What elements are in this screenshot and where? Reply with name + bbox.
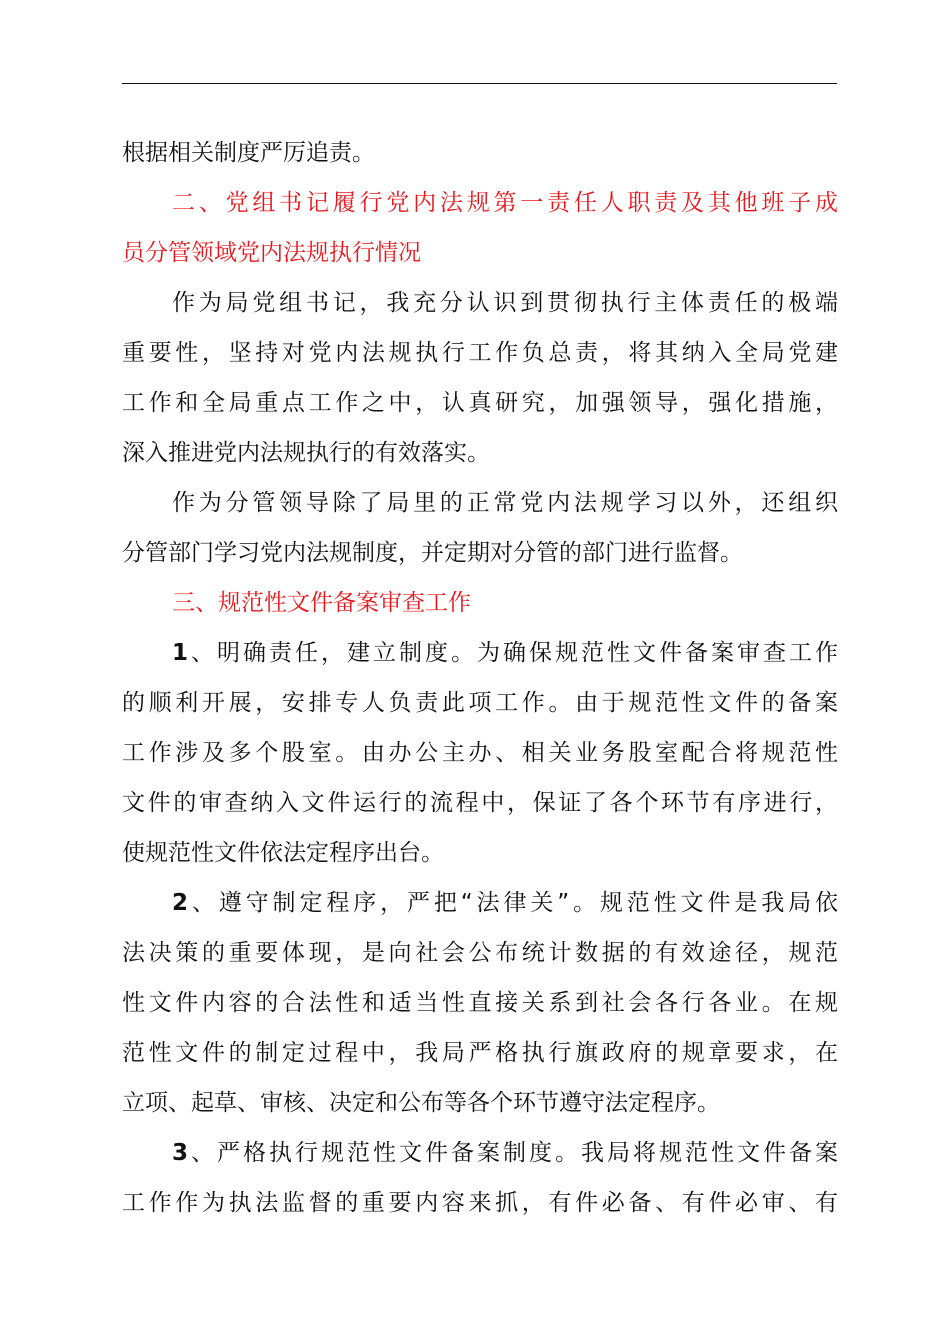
item-number: 1 [172,640,189,666]
header-rule [122,83,837,84]
paragraph-line: 使规范性文件依法定程序出台。 [122,840,444,866]
item-number: 3 [172,1140,189,1166]
paragraph-line: 范性文件的制定过程中，我局严格执行旗政府的规章要求，在 [122,1040,838,1066]
section-heading-2-cont: 员分管领域党内法规执行情况 [122,240,421,266]
paragraph-line: 法决策的重要体现，是向社会公布统计数据的有效途径，规范 [122,940,838,966]
paragraph-line: 工作涉及多个股室。由办公主办、相关业务股室配合将规范性 [122,740,838,766]
paragraph-line: 作为局党组书记，我充分认识到贯彻执行主体责任的极端 [172,290,838,316]
paragraph-line: 工作和全局重点工作之中，认真研究，加强领导，强化措施， [122,390,838,416]
paragraph-line: 深入推进党内法规执行的有效落实。 [122,440,490,466]
section-heading-3: 三、规范性文件备案审查工作 [172,590,471,616]
document-body [122,128,838,1228]
section-heading-2: 二、党组书记履行党内法规第一责任人职责及其他班子成 [172,190,838,216]
paragraph-line: 重要性，坚持对党内法规执行工作负总责，将其纳入全局党建 [122,340,838,366]
paragraph-line: 根据相关制度严厉追责。 [122,140,375,166]
numbered-item-1 [122,628,838,678]
paragraph-line: 分管部门学习党内法规制度，并定期对分管的部门进行监督。 [122,540,743,566]
paragraph-line: 工作作为执法监督的重要内容来抓，有件必备、有件必审、有 [122,1190,838,1216]
paragraph-line: 文件的审查纳入文件运行的流程中，保证了各个环节有序进行， [122,790,838,816]
paragraph-line: 性文件内容的合法性和适当性直接关系到社会各行各业。在规 [122,990,838,1016]
item-text: 、严格执行规范性文件备案制度。我局将规范性文件备案 [188,1140,838,1166]
numbered-item-2 [122,878,838,928]
paragraph-line: 的顺利开展，安排专人负责此项工作。由于规范性文件的备案 [122,690,838,716]
paragraph-line: 作为分管领导除了局里的正常党内法规学习以外，还组织 [172,490,838,516]
item-number: 2 [172,890,189,916]
item-text: 、遵守制定程序，严把“法律关”。规范性文件是我局依 [188,890,838,916]
paragraph-line: 立项、起草、审核、决定和公布等各个环节遵守法定程序。 [122,1090,720,1116]
numbered-item-3 [122,1128,838,1178]
item-text: 、明确责任，建立制度。为确保规范性文件备案审查工作 [188,640,838,666]
